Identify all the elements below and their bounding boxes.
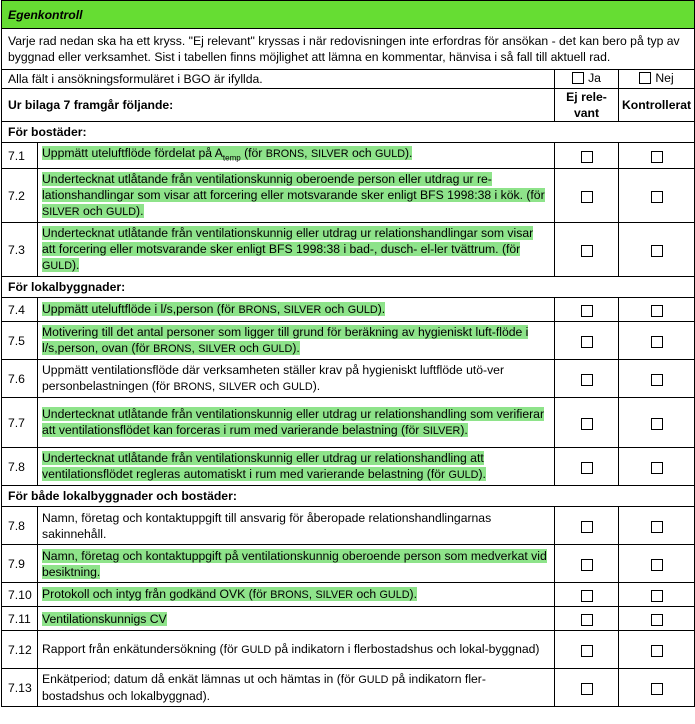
not-relevant-checkbox[interactable] <box>581 683 593 695</box>
checked-checkbox[interactable] <box>651 305 663 317</box>
cell-not-relevant <box>555 223 619 277</box>
cell-not-relevant <box>555 545 619 583</box>
cell-not-relevant <box>555 298 619 322</box>
table-row <box>2 448 695 486</box>
row-description: Motivering till det antal personer som ligger till grund för beräkning av hygieniskt luft-flöde i l/s,person, ovan (för BRONS, SILVER och GULD). <box>38 322 555 360</box>
table-row <box>2 631 695 669</box>
checked-checkbox[interactable] <box>651 245 663 257</box>
checked-checkbox[interactable] <box>651 462 663 474</box>
row-number: 7.3 <box>2 223 38 277</box>
row-number: 7.6 <box>2 360 38 398</box>
table-row <box>2 223 695 277</box>
row-number: 7.2 <box>2 169 38 223</box>
row-description: Uppmätt uteluftflöde i l/s,person (för BRONS, SILVER och GULD). <box>38 298 555 322</box>
cell-checked <box>619 583 695 607</box>
row-number: 7.12 <box>2 631 38 669</box>
checked-checkbox[interactable] <box>651 151 663 163</box>
table-row <box>2 507 695 545</box>
cell-not-relevant <box>555 169 619 223</box>
row-description: Undertecknat utlåtande från ventilationskunnig eller utdrag ur relationshandling att ventilationsflödet regleras automatiskt i rum med varierande belastning (för GULD). <box>38 448 555 486</box>
cell-not-relevant <box>555 448 619 486</box>
checkbox[interactable] <box>639 72 651 84</box>
not-relevant-checkbox[interactable] <box>581 418 593 430</box>
table-row <box>2 322 695 360</box>
checked-checkbox[interactable] <box>651 683 663 695</box>
col-not-relevant-label: Ej rele- vant <box>566 90 607 120</box>
not-relevant-checkbox[interactable] <box>581 305 593 317</box>
row-number: 7.13 <box>2 669 38 707</box>
cell-checked <box>619 398 695 448</box>
not-relevant-checkbox[interactable] <box>581 374 593 386</box>
row-number: 7.11 <box>2 607 38 631</box>
not-relevant-checkbox[interactable] <box>581 559 593 571</box>
cell-checked <box>619 507 695 545</box>
row-number: 7.4 <box>2 298 38 322</box>
row-description: Namn, företag och kontaktuppgift på ventilationskunnig oberoende person som medverkat vid besiktning. <box>38 545 555 583</box>
egenkontroll-form <box>1 0 695 707</box>
checked-checkbox[interactable] <box>651 521 663 533</box>
cell-checked <box>619 545 695 583</box>
checked-checkbox[interactable] <box>651 374 663 386</box>
checked-checkbox[interactable] <box>651 590 663 602</box>
not-relevant-checkbox[interactable] <box>581 245 593 257</box>
table-row <box>2 545 695 583</box>
row-number: 7.7 <box>2 398 38 448</box>
not-relevant-checkbox[interactable] <box>581 645 593 657</box>
checked-checkbox[interactable] <box>651 418 663 430</box>
table-row <box>2 583 695 607</box>
cell-checked <box>619 143 695 169</box>
cell-checked <box>619 298 695 322</box>
row-description: Rapport från enkätundersökning (för GULD på indikatorn i flerbostadshus och lokal-byggnad) <box>38 631 555 669</box>
all-fields-yes-option[interactable] <box>572 70 601 86</box>
all-fields-yes-cell <box>555 70 619 89</box>
row-description: Undertecknat utlåtande från ventilationskunnig eller utdrag ur relationshandling som verifierar att ventilationsflödet kan forceras i rum med varierande belastning (för SILVER). <box>38 398 555 448</box>
cell-not-relevant <box>555 631 619 669</box>
yes-label: Ja <box>588 71 601 85</box>
checked-checkbox[interactable] <box>651 336 663 348</box>
cell-checked <box>619 223 695 277</box>
all-fields-label: Alla fält i ansökningsformuläret i BGO är ifyllda. <box>2 70 555 89</box>
section-title: För bostäder: <box>2 122 695 143</box>
row-number: 7.5 <box>2 322 38 360</box>
table-row <box>2 143 695 169</box>
all-fields-no-cell <box>619 70 695 89</box>
not-relevant-checkbox[interactable] <box>581 336 593 348</box>
not-relevant-checkbox[interactable] <box>581 614 593 626</box>
table-row <box>2 360 695 398</box>
cell-not-relevant <box>555 507 619 545</box>
cell-checked <box>619 322 695 360</box>
section-title: För både lokalbyggnader och bostäder: <box>2 486 695 507</box>
table-row <box>2 169 695 223</box>
row-number: 7.1 <box>2 143 38 169</box>
row-description: Undertecknat utlåtande från ventilationskunnig eller utdrag ur relationshandlingar som visar att forcering eller motsvarande sker enligt BFS 1998:38 i bad-, dusch- el-ler tvättrum. (för GULD). <box>38 223 555 277</box>
section-title: För lokalbyggnader: <box>2 277 695 298</box>
cell-checked <box>619 631 695 669</box>
cell-checked <box>619 360 695 398</box>
not-relevant-checkbox[interactable] <box>581 521 593 533</box>
cell-checked <box>619 607 695 631</box>
row-description: Namn, företag och kontaktuppgift till ansvarig för åberopade relationshandlingarnas sakinnehåll. <box>38 507 555 545</box>
intro-text: Varje rad nedan ska ha ett kryss. "Ej relevant" kryssas i när redovisningen inte erfordras för ansökan - det kan bero på typ av byggnad eller verksamhet. Sist i tabellen finns möjlighet att lämna en kommentar, hänvisa i så fall till aktuell rad. <box>2 29 695 70</box>
row-number: 7.10 <box>2 583 38 607</box>
checked-checkbox[interactable] <box>651 559 663 571</box>
row-description: Undertecknat utlåtande från ventilationskunnig oberoende person eller utdrag ur re-lationshandlingar som visar att forcering eller motsvarande sker enligt BFS 1998:38 i kök. (för SILVER och GULD). <box>38 169 555 223</box>
cell-not-relevant <box>555 322 619 360</box>
col-checked: Kontrollerat <box>619 89 695 122</box>
not-relevant-checkbox[interactable] <box>581 191 593 203</box>
table-row <box>2 298 695 322</box>
not-relevant-checkbox[interactable] <box>581 590 593 602</box>
cell-not-relevant <box>555 669 619 707</box>
row-number: 7.8 <box>2 507 38 545</box>
cell-not-relevant <box>555 360 619 398</box>
table-row <box>2 398 695 448</box>
row-description: Ventilationskunnigs CV <box>38 607 555 631</box>
row-description: Enkätperiod; datum då enkät lämnas ut och hämtas in (för GULD på indikatorn fler-bostadshus och lokalbyggnad). <box>38 669 555 707</box>
cell-not-relevant <box>555 583 619 607</box>
cell-not-relevant <box>555 398 619 448</box>
checkbox[interactable] <box>572 72 584 84</box>
checked-checkbox[interactable] <box>651 614 663 626</box>
checked-checkbox[interactable] <box>651 191 663 203</box>
cell-checked <box>619 669 695 707</box>
row-description: Uppmätt uteluftflöde fördelat på $A_{temp}$ (för BRONS, SILVER och GULD). <box>38 143 555 169</box>
row-description: Uppmätt ventilationsflöde där verksamheten ställer krav på hygieniskt luftflöde utö-ver personbelastningen (för BRONS, SILVER och GULD). <box>38 360 555 398</box>
not-relevant-checkbox[interactable] <box>581 151 593 163</box>
cell-checked <box>619 169 695 223</box>
all-fields-no-option[interactable] <box>639 70 673 86</box>
col-not-relevant <box>555 89 619 122</box>
checked-checkbox[interactable] <box>651 645 663 657</box>
cell-checked <box>619 448 695 486</box>
table-row <box>2 669 695 707</box>
row-number: 7.8 <box>2 448 38 486</box>
cell-not-relevant <box>555 143 619 169</box>
row-number: 7.9 <box>2 545 38 583</box>
section-header: Ur bilaga 7 framgår följande: <box>2 89 555 122</box>
not-relevant-checkbox[interactable] <box>581 462 593 474</box>
row-description: Protokoll och intyg från godkänd OVK (för BRONS, SILVER och GULD). <box>38 583 555 607</box>
cell-not-relevant <box>555 607 619 631</box>
no-label: Nej <box>655 71 674 85</box>
table-row <box>2 607 695 631</box>
form-title: Egenkontroll <box>2 1 695 29</box>
